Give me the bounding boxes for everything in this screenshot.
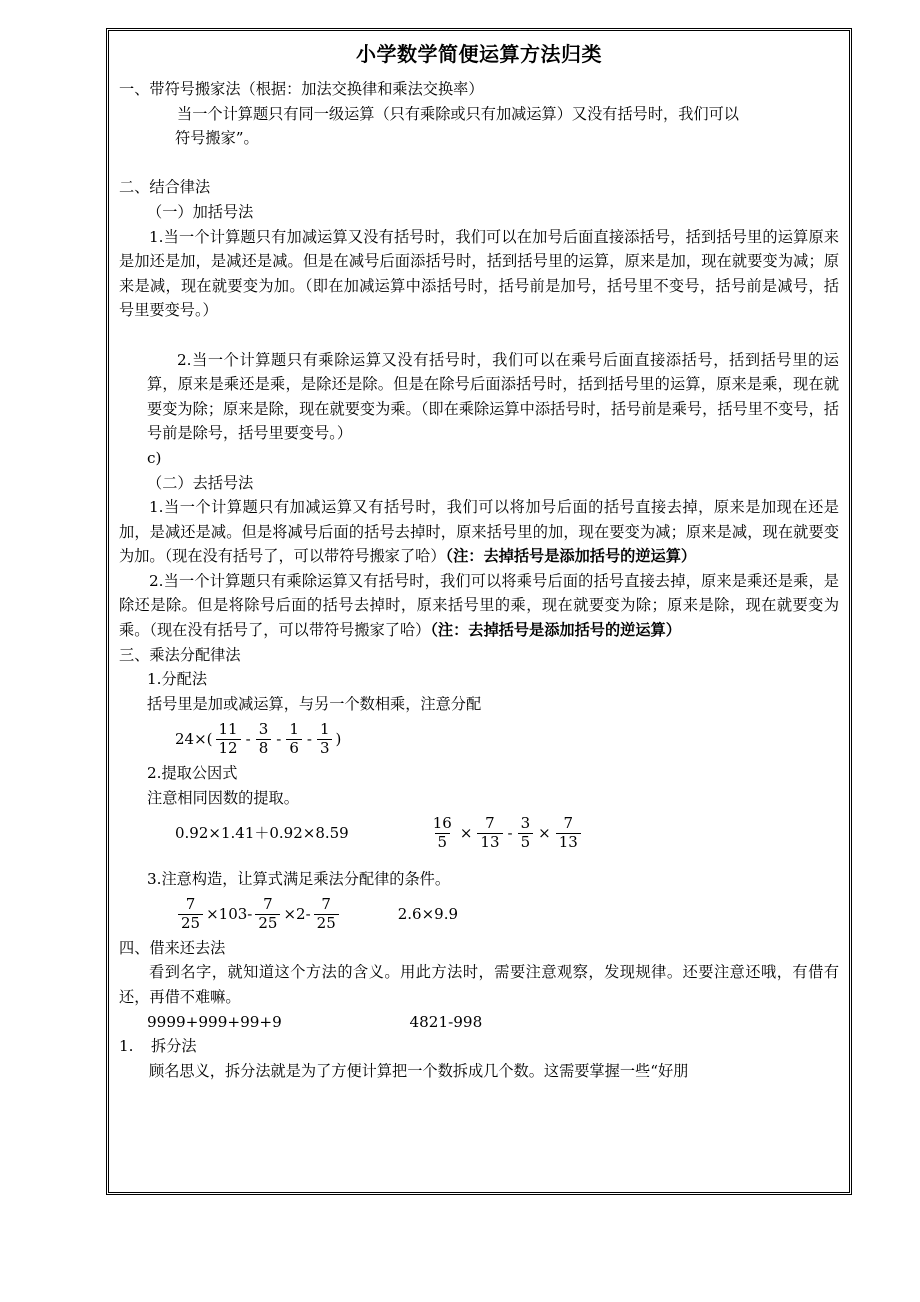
formula-3-mid-2: ×2-	[283, 905, 311, 924]
section-1-paragraph-1: 当一个计算题只有同一级运算（只有乘除或只有加减运算）又没有括号时，我们可以	[177, 104, 739, 123]
fraction-numerator: 7	[263, 895, 273, 914]
formula-construct-row	[119, 897, 839, 932]
section-3-item-1-title: 1.分配法	[147, 670, 208, 689]
fraction-11-12	[216, 722, 241, 757]
page-title: 小学数学简便运算方法归类	[356, 42, 602, 66]
section-2-paragraph-1: 1.当一个计算题只有加减运算又没有括号时，我们可以在加号后面直接添括号，括到括号里的运算原来是加还是加，是减还是减。但是在减号后面添括号时，括到括号里的运算，原来是加，现在就要变为减；原来是减，现在就要变为加。（即在加减运算中添括号时，括号前是加号，括号里不变号，括号前是减号，括号里要变号。）	[119, 227, 839, 320]
section-heading-3: 三、乘法分配律法	[119, 645, 241, 664]
fraction-7-25-b	[255, 897, 280, 932]
fraction-numerator: 3	[258, 720, 269, 739]
spacer	[119, 323, 839, 348]
fraction-numerator: 1	[289, 720, 299, 739]
section-2-paragraph-3-text: 1.当一个计算题只有加减运算又有括号时，我们可以将加号后面的括号直接去掉，原来是加现在还是加，是减还是减。但是将减号后面的括号去掉时，原来括号里的加，现在要变为减；原来是减，现在就要变为加。（现在没有括号了，可以带符号搬家了哈）	[119, 498, 839, 566]
section-heading-2: 二、结合律法	[119, 178, 211, 197]
formula-1-tail: )	[335, 730, 342, 749]
fraction-denominator: 13	[556, 833, 581, 851]
fraction-denominator: 13	[477, 833, 502, 851]
section-5-number: 1.	[119, 1037, 134, 1056]
operator-times-1: ×	[459, 824, 473, 843]
fraction-3-5	[518, 816, 534, 851]
fraction-numerator: 7	[563, 814, 574, 833]
section-3-item-1-desc: 括号里是加或减运算，与另一个数相乘，注意分配	[147, 694, 482, 713]
section-2-paragraph-4	[119, 569, 839, 643]
operator-times-2: ×	[538, 824, 551, 843]
fraction-numerator: 7	[485, 814, 495, 833]
spacer	[119, 151, 839, 176]
operator-minus: -	[507, 824, 513, 843]
operator-minus-1: -	[245, 730, 251, 749]
section-4-paragraph-1: 看到名字，就知道这个方法的含义。用此方法时，需要注意观察，发现规律。还要注意还哦，有借有还，再借不难嘛。	[119, 963, 839, 1006]
section-3-item-3-title: 3.注意构造，让算式满足乘法分配律的条件。	[147, 869, 451, 888]
fraction-numerator: 3	[520, 814, 531, 833]
fraction-numerator: 7	[185, 895, 196, 914]
operator-minus-3: -	[306, 730, 312, 749]
spacer	[119, 855, 839, 867]
fraction-numerator: 16	[432, 814, 452, 833]
fraction-7-25-a	[178, 897, 203, 932]
operator-minus-2: -	[276, 730, 282, 749]
section-2-paragraph-3-note: （注：去掉括号是添加括号的逆运算）	[445, 547, 697, 566]
section-3-item-2-desc: 注意相同因数的提取。	[147, 788, 299, 807]
formula-distributive-example	[119, 722, 839, 757]
fraction-numerator: 11	[218, 720, 238, 739]
fraction-denominator: 8	[256, 739, 272, 757]
formula-2-right	[427, 816, 584, 851]
section-5-paragraph-1: 顾名思义，拆分法就是为了方便计算把一个数拆成几个数。这需要掌握一些“好朋	[149, 1061, 689, 1080]
fraction-denominator: 3	[317, 739, 333, 757]
fraction-denominator: 5	[518, 833, 534, 851]
section-2-paragraph-3	[119, 495, 839, 569]
formula-3-right: 2.6×9.9	[397, 905, 459, 924]
fraction-7-13-a	[477, 816, 502, 851]
formula-3-mid-1: ×103-	[206, 905, 253, 924]
section-4-equations-row	[119, 1010, 839, 1035]
fraction-7-13-b	[556, 816, 581, 851]
section-heading-5	[119, 1034, 839, 1059]
section-2-marker-c: c)	[147, 448, 162, 467]
fraction-1-6	[286, 722, 302, 757]
equation-borrow-right: 4821-998	[409, 1012, 483, 1031]
fraction-denominator: 5	[435, 833, 451, 851]
section-heading-1: 一、带符号搬家法（根据：加法交换律和乘法交换率）	[119, 80, 484, 98]
fraction-denominator: 12	[216, 739, 241, 757]
section-2-paragraph-2: 2.当一个计算题只有乘除运算又没有括号时，我们可以在乘号后面直接添括号，括到括号里的运算，原来是乘还是乘，是除还是除。但是在除号后面添括号时，括到括号里的运算，原来是乘，现在就要变为除；原来是除，现在就要变为乘。（即在乘除运算中添括号时，括号前是乘号，括号里不变号，括号前是除号，括号里要变号。）	[147, 350, 839, 443]
fraction-7-25-c	[314, 897, 339, 932]
fraction-denominator: 25	[314, 914, 339, 932]
fraction-numerator: 7	[321, 895, 331, 914]
equation-borrow-left: 9999+999+99+9	[147, 1012, 282, 1031]
fraction-1-3	[317, 722, 333, 757]
section-2-subheading-1: （一）加括号法	[147, 202, 254, 221]
formula-1-lead: 24×(	[175, 730, 213, 749]
fraction-16-5	[430, 816, 455, 851]
section-3-item-2-title: 2.提取公因式	[147, 763, 238, 782]
formula-3-left	[175, 897, 342, 932]
section-1-paragraph-2: 符号搬家”。	[175, 129, 259, 148]
formula-common-factor-row	[119, 816, 839, 851]
fraction-numerator: 1	[319, 720, 330, 739]
section-2-paragraph-4-text: 2.当一个计算题只有乘除运算又有括号时，我们可以将乘号后面的括号直接去掉，原来是乘还是乘，是除还是除。但是将除号后面的括号去掉时，原来括号里的乘，现在就要变为除；原来是除，现在就要变为乘。（现在没有括号了，可以带符号搬家了哈）	[119, 571, 839, 640]
section-heading-4: 四、借来还去法	[119, 938, 226, 957]
section-2-paragraph-4-note: （注：去掉括号是添加括号的逆运算）	[430, 621, 681, 640]
document-page-border	[106, 28, 852, 1195]
formula-2-left: 0.92×1.41＋0.92×8.59	[175, 824, 349, 843]
fraction-denominator: 25	[255, 914, 280, 932]
fraction-denominator: 25	[178, 914, 203, 932]
fraction-denominator: 6	[286, 739, 302, 757]
section-5-title: 拆分法	[151, 1037, 197, 1056]
section-2-subheading-2: （二）去括号法	[147, 473, 254, 492]
formula-1-content	[175, 722, 341, 757]
document-body	[109, 31, 849, 1083]
fraction-3-8	[256, 722, 272, 757]
